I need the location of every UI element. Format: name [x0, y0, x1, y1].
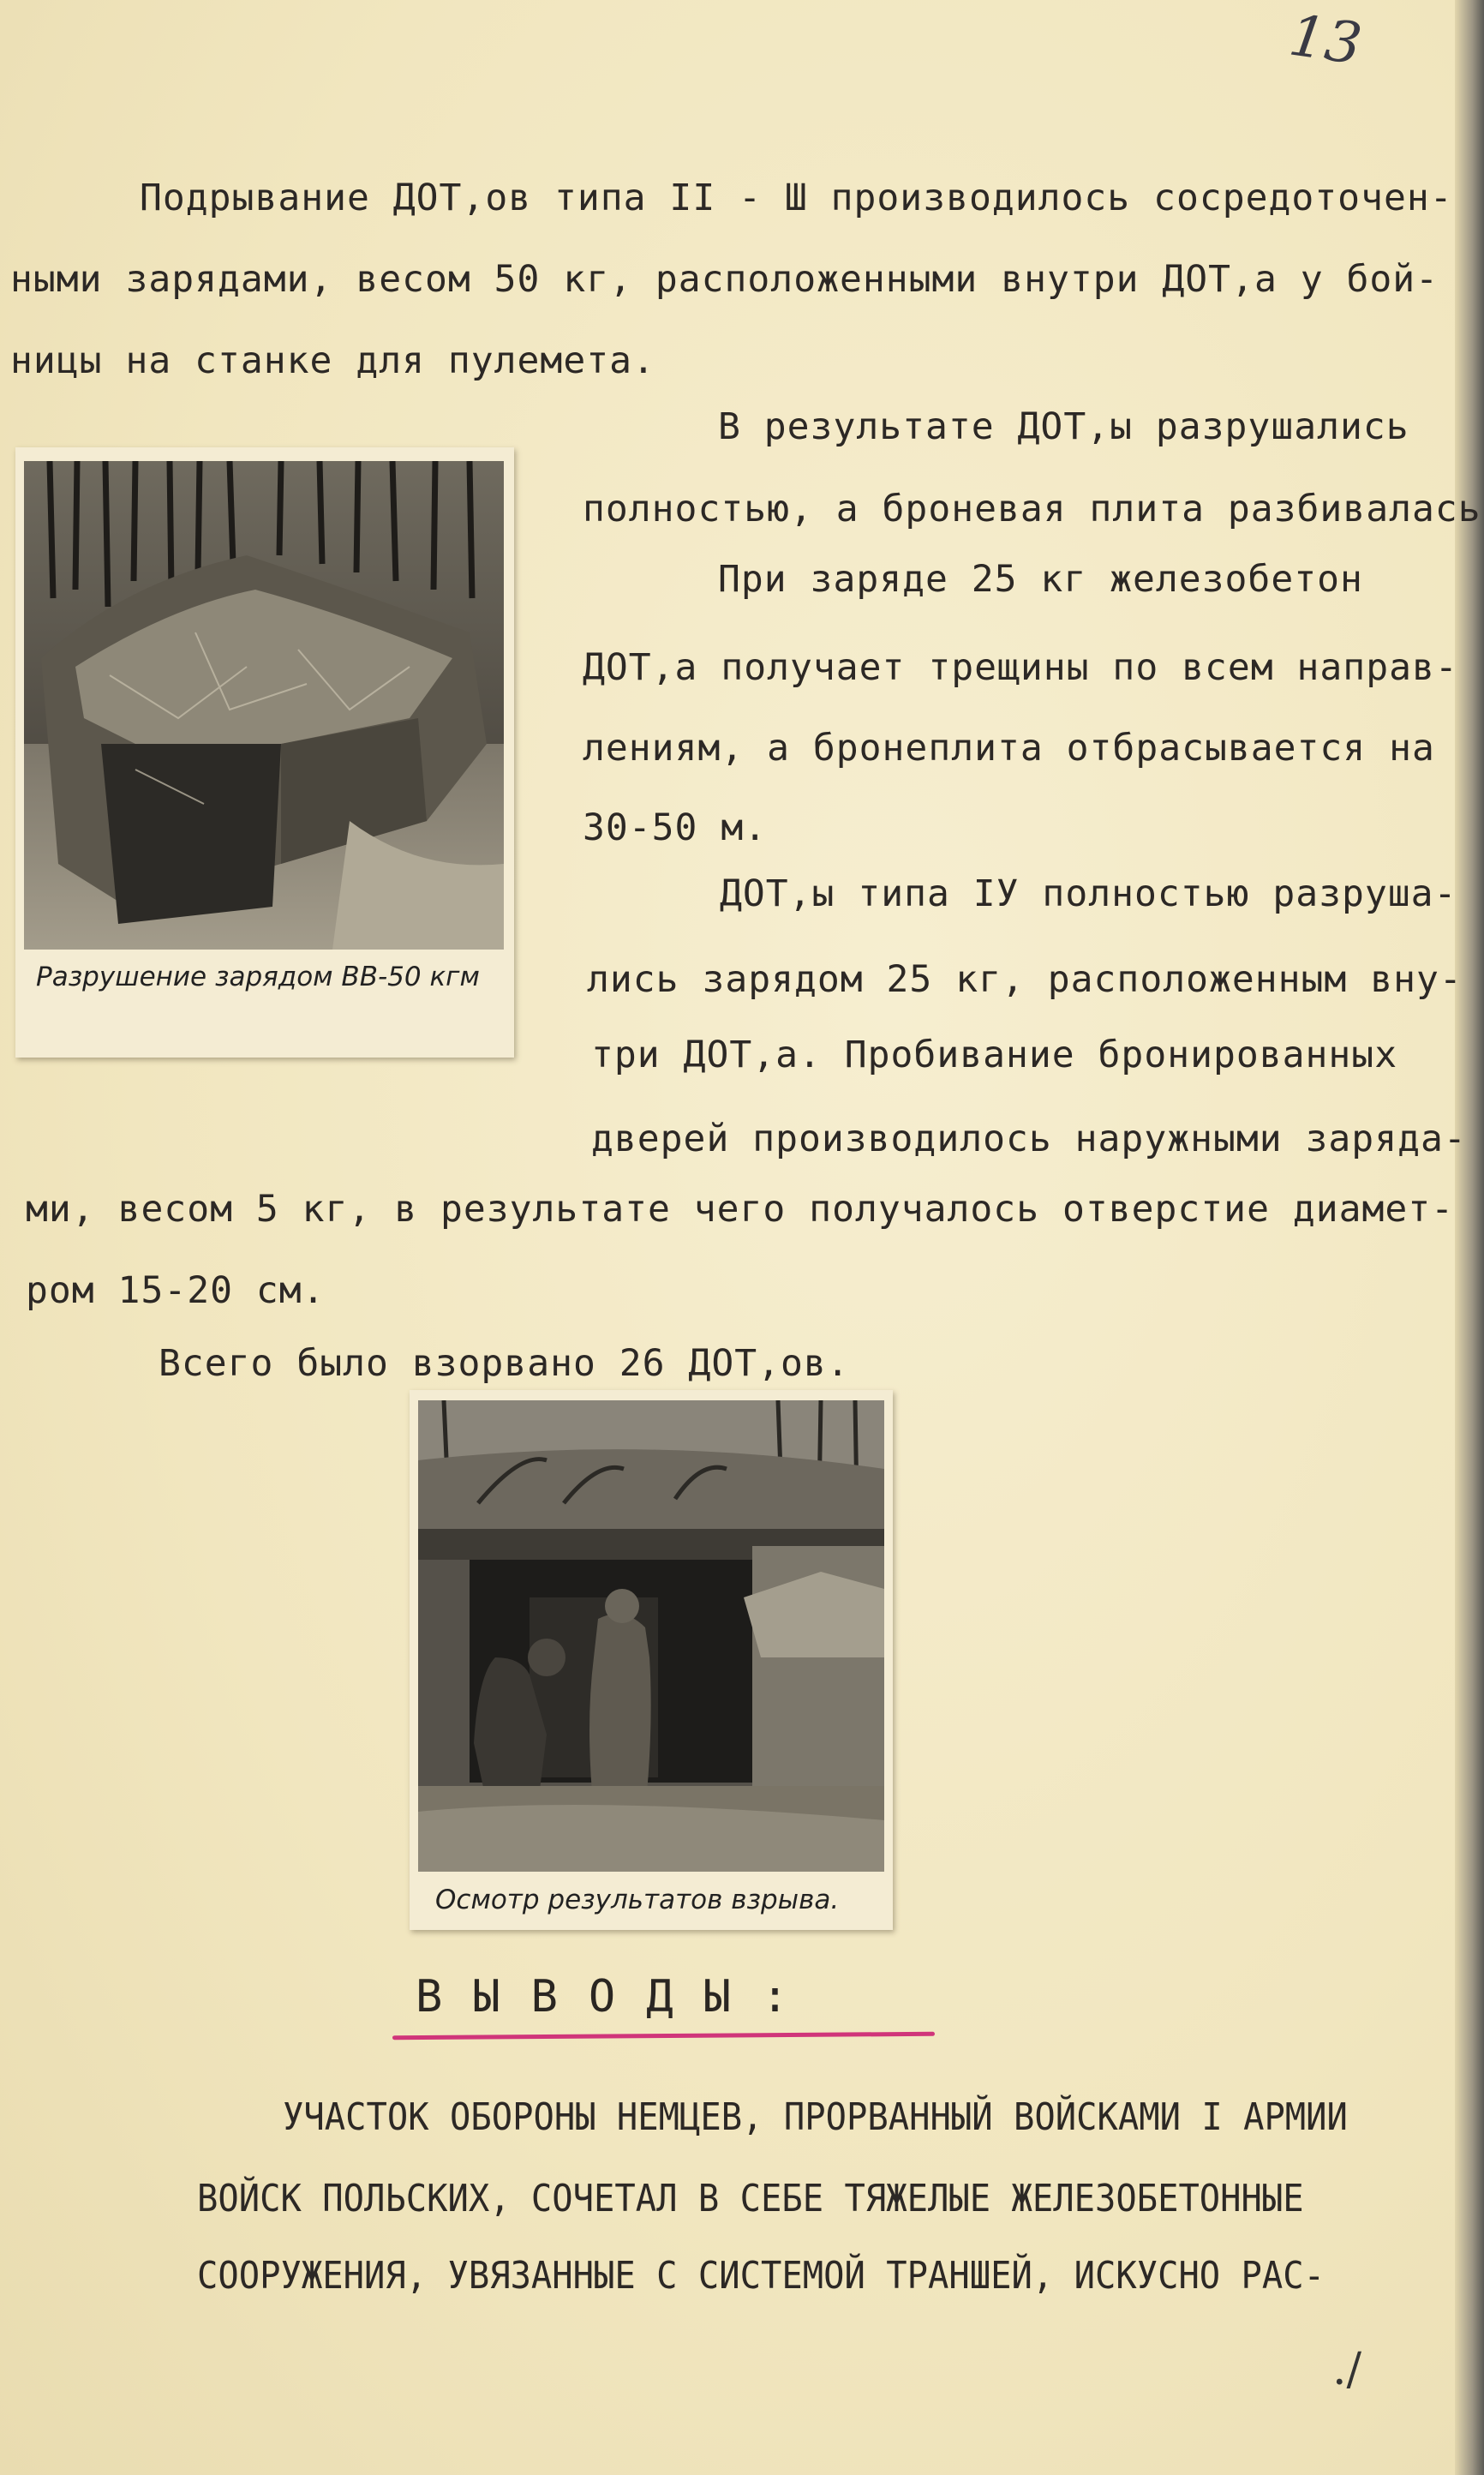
photo-caption: Разрушение зарядом ВВ-50 кгм: [36, 962, 480, 992]
text-line: полностью, а броневая плита разбивалась: [583, 488, 1481, 530]
text-line: ницы на станке для пулемета.: [10, 339, 655, 382]
page-edge-shadow: [1455, 0, 1484, 2475]
inspection-image: [418, 1400, 884, 1872]
text-line: При заряде 25 кг железобетон: [718, 558, 1363, 601]
text-line: ми, весом 5 кг, в результате чего получалось отверстие диамет-: [26, 1188, 1455, 1231]
bunker-ruin-image: [24, 461, 504, 950]
page-number: 13: [1285, 2, 1366, 78]
text-line: лениям, а бронеплита отбрасывается на: [583, 727, 1435, 770]
text-line: три ДОТ,а. Пробивание бронированных: [591, 1034, 1398, 1076]
text-line: 30-50 м.: [583, 806, 768, 849]
photo-caption: Осмотр результатов взрыва.: [435, 1885, 840, 1915]
text-line: ДОТ,а получает трещины по всем направ-: [583, 646, 1458, 689]
text-line: Всего было взорвано 26 ДОТ,ов.: [159, 1342, 850, 1385]
text-line: ДОТ,ы типа IУ полностью разруша-: [720, 872, 1457, 915]
text-line: дверей производилось наружными заряда-: [591, 1118, 1467, 1160]
photo-destroyed-bunker: [15, 447, 514, 1058]
text-line: В результате ДОТ,ы разрушались: [718, 405, 1409, 448]
conclusions-heading: ВЫВОДЫ:: [416, 1971, 820, 2023]
conclusion-line: УЧАСТОК ОБОРОНЫ НЕМЦЕВ, ПРОРВАННЫЙ ВОЙСКАМИ I АРМИИ: [283, 2095, 1348, 2139]
text-line: ными зарядами, весом 50 кг, расположенными внутри ДОТ,а у бой-: [10, 258, 1439, 301]
continuation-mark: ./: [1332, 2344, 1362, 2395]
text-line: ром 15-20 см.: [26, 1269, 326, 1312]
conclusion-line: ВОЙСК ПОЛЬСКИХ, СОЧЕТАЛ В СЕБЕ ТЯЖЕЛЫЕ ЖЕЛЕЗОБЕТОННЫЕ: [197, 2177, 1304, 2220]
photo-blast-inspection: [410, 1390, 893, 1930]
text-line: Подрывание ДОТ,ов типа II - Ш производилось сосредоточен-: [140, 177, 1453, 219]
text-line: лись зарядом 25 кг, расположенным вну-: [587, 958, 1463, 1001]
conclusion-line: СООРУЖЕНИЯ, УВЯЗАННЫЕ С СИСТЕМОЙ ТРАНШЕЙ, ИСКУСНО РАС-: [197, 2254, 1325, 2298]
